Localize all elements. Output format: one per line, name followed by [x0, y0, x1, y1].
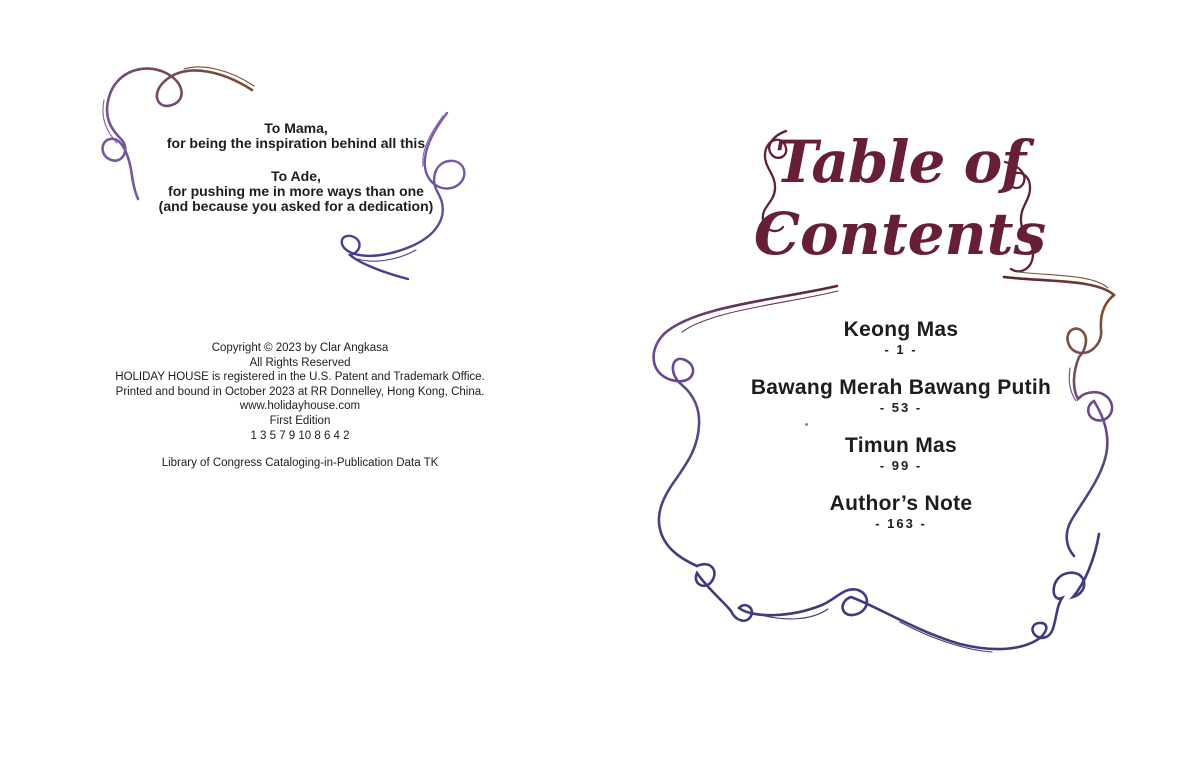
toc-entry	[600, 375, 1200, 433]
toc-entry-page-number: - 1 -	[884, 342, 918, 357]
dedication-block	[0, 121, 592, 214]
toc-entry	[600, 433, 1200, 491]
copyright-block	[0, 341, 600, 471]
toc-entry-title: Bawang Merah Bawang Putih	[750, 376, 1052, 399]
toc-entry-title: Author’s Note	[829, 492, 973, 515]
copyright-line: First Edition	[269, 414, 331, 427]
dedication-line: To Ade,	[271, 168, 321, 184]
dedication-line: for being the inspiration behind all this	[166, 135, 426, 151]
toc-title-line1: Table of	[774, 128, 1026, 196]
toc-entry-page-number: - 53 -	[879, 400, 923, 415]
dedication-line: (and because you asked for a dedication)	[158, 198, 434, 214]
toc-title-line2: Contents	[753, 200, 1047, 268]
toc-entries	[600, 317, 1200, 549]
toc-entry-page-number: - 163 -	[875, 516, 927, 531]
toc-entry	[600, 491, 1200, 549]
copyright-line: 1 3 5 7 9 10 8 6 4 2	[250, 429, 350, 442]
toc-entry-title: Timun Mas	[845, 434, 957, 457]
copyright-line: All Rights Reserved	[249, 356, 351, 369]
copyright-line: Printed and bound in October 2023 at RR Donnelley, Hong Kong, China.	[115, 385, 485, 398]
toc-entry-title: Keong Mas	[843, 318, 959, 341]
toc-entry	[600, 317, 1200, 375]
copyright-line: HOLIDAY HOUSE is registered in the U.S. Patent and Trademark Office.	[115, 371, 485, 384]
toc-title	[600, 126, 1200, 270]
copyright-line: Copyright © 2023 by Clar Angkasa	[211, 342, 389, 354]
dedication-line: To Mama,	[264, 120, 328, 136]
dedication-line: for pushing me in more ways than one	[168, 183, 424, 199]
right-page	[600, 0, 1200, 771]
stray-ink-mark	[805, 423, 808, 426]
toc-entry-page-number: - 99 -	[879, 458, 923, 473]
copyright-line: www.holidayhouse.com	[239, 400, 361, 413]
library-of-congress-line: Library of Congress Cataloging-in-Publication Data TK	[161, 457, 439, 470]
